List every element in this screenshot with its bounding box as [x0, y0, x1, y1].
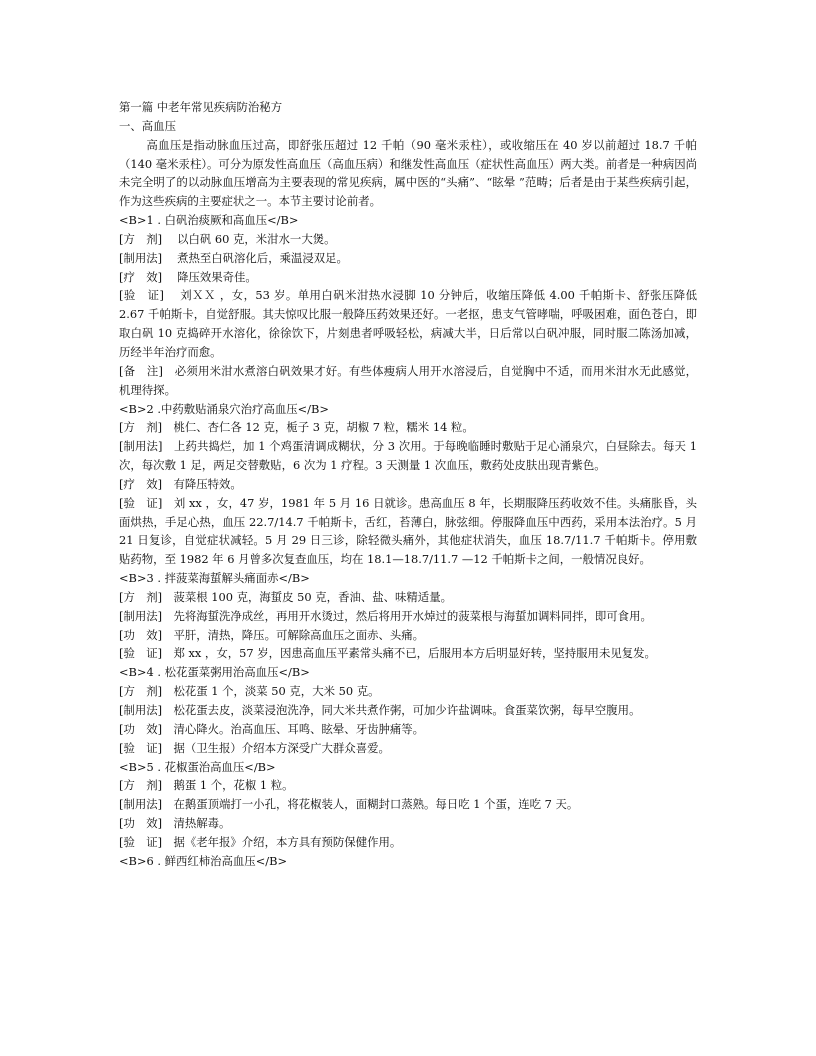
recipe-5-heading: <B>5 . 花椒蛋治高血压</B> [119, 759, 276, 774]
recipe-3-verification: [验 证] 郑 xx ，女，57 岁，因患高血压平素常头痛不已，后服用本方后明显好转，坚持服用未见复发。 [119, 646, 656, 661]
recipe-4-preparation: [制用法] 松花蛋去皮，淡菜浸泡洗净，同大米共煮作粥，可加少许盐调味。食蛋菜饮粥，每早空腹用。 [119, 703, 641, 717]
recipe-3-efficacy: [功 效] 平肝，清热，降压。可解除高血压之面赤、头痛。 [119, 627, 425, 642]
recipe-5-formula: [方 剂] 鹅蛋 1 个，花椒 1 粒。 [119, 778, 294, 793]
recipe-3-heading: <B>3 . 拌菠菜海蜇解头痛面赤</B> [119, 571, 310, 586]
recipe-4-efficacy: [功 效] 清心降火。治高血压、耳鸣、眩晕、牙齿肿痛等。 [119, 721, 425, 736]
recipe-1-verification: [验 证] 刘ＸＸ ，女，53 岁。单用白矾米泔热水浸脚 10 分钟后，收缩压降低 4.00 千帕斯卡、舒张压降低 2.67 千帕斯卡，自觉舒服。其夫惊叹比服一般降压药效果还好。一老抠，患支气管哮喘，呼吸困难，面色苍白，即取白矾 10 克捣碎开水溶化，徐徐饮下，片刻患者呼吸轻松，病减大半，日后常以白矾冲服，同时服二陈汤加减，历经半年治疗而愈。 [119, 288, 697, 359]
recipe-2-formula: [方 剂] 桃仁、杏仁各 12 克，栀子 3 克，胡椒 7 粒，糯米 14 粒。 [119, 420, 474, 435]
document-page [119, 98, 697, 871]
recipe-3-preparation: [制用法] 先将海蜇洗净成丝，再用开水烫过，然后将用开水焯过的菠菜根与海蜇加调料同拌，即可食用。 [119, 608, 652, 623]
recipe-5-preparation: [制用法] 在鹅蛋顶端打一小孔，将花椒装人，面糊封口蒸熟。每日吃 1 个蛋，连吃 7 天。 [119, 797, 579, 812]
recipe-1-efficacy: [疗 效] 降压效果奇佳。 [119, 269, 257, 284]
recipe-1-notes: [备 注] 必须用米泔水煮溶白矾效果才好。有些体瘦病人用开水溶浸后，自觉胸中不适，而用米泔水无此感觉，机理待探。 [119, 363, 697, 397]
intro-paragraph: 高血压是指动脉血压过高，即舒张压超过 12 千帕（90 毫米汞柱），或收缩压在 40 岁以前超过 18.7 千帕（140 毫米汞柱）。可分为原发性高血压（高血压病）和继发性高血压（症状性高血压）两大类。前者是一种病因尚未完全明了的以动脉血压增高为主要表现的常见疾病，属中医的“头痛”、“眩晕 ”范畴；后者是由于某些疾病引起，作为这些疾病的主要症状之一。本节主要讨论前者。 [119, 137, 697, 209]
recipe-3-formula: [方 剂] 菠菜根 100 克，海蜇皮 50 克，香油、盐、味精适量。 [119, 589, 452, 604]
recipe-1-preparation: [制用法] 煮热至白矾溶化后，乘温浸双足。 [119, 250, 348, 265]
recipe-2-efficacy: [疗 效] 有降压特效。 [119, 476, 242, 491]
chapter-title: 第一篇 中老年常见疾病防治秘方 [119, 100, 283, 114]
recipe-4-verification: [验 证] 据（卫生报）介绍本方深受广大群众喜爱。 [119, 740, 390, 755]
recipe-4-formula: [方 剂] 松花蛋 1 个，淡菜 50 克，大米 50 克。 [119, 684, 380, 699]
recipe-2-preparation: [制用法] 上药共捣烂，加 1 个鸡蛋清调成糊状，分 3 次用。于每晚临睡时敷贴于足心涌泉穴，白昼除去。每天 1 次，每次敷 1 足，两足交替敷贴，6 次为 1 疗程。3 天测量 1 次血压，敷药处皮肤出现青紫色。 [119, 439, 697, 473]
section-title: 一、高血压 [119, 118, 176, 133]
recipe-5-efficacy: [功 效] 清热解毒。 [119, 816, 231, 831]
recipe-6-heading: <B>6 . 鲜西红柿治高血压</B> [119, 853, 287, 868]
recipe-1-heading: <B>1 . 白矾治痰厥和高血压</B> [119, 213, 299, 228]
recipe-5-verification: [验 证] 据《老年报》介绍，本方具有预防保健作用。 [119, 834, 402, 849]
recipe-4-heading: <B>4 . 松花蛋菜粥用治高血压</B> [119, 665, 310, 680]
recipe-2-verification: [验 证] 刘 xx ，女，47 岁，1981 年 5 月 16 日就诊。患高血压 8 年，长期服降压药收效不佳。头痛胀昏，头面烘热，手足心热，血压 22.7/14.7 千帕斯卡，舌红，苔薄白，脉弦细。停服降血压中西药，采用本法治疗。5 月 21 日复诊，自觉症状减轻。5 月 29 日三诊，除轻微头痛外，其他症状消失，血压 18.7/11.7 千帕斯卡。停用敷贴药物，至 1982 年 6 月曾多次复查血压，均在 18.1—18.7/11.7 —12 千帕斯卡之间，一般情况良好。 [119, 495, 697, 567]
recipe-2-heading: <B>2 .中药敷贴涌泉穴治疗高血压</B> [119, 401, 329, 416]
recipe-1-formula: [方 剂] 以白矾 60 克，米泔水一大煲。 [119, 231, 336, 246]
